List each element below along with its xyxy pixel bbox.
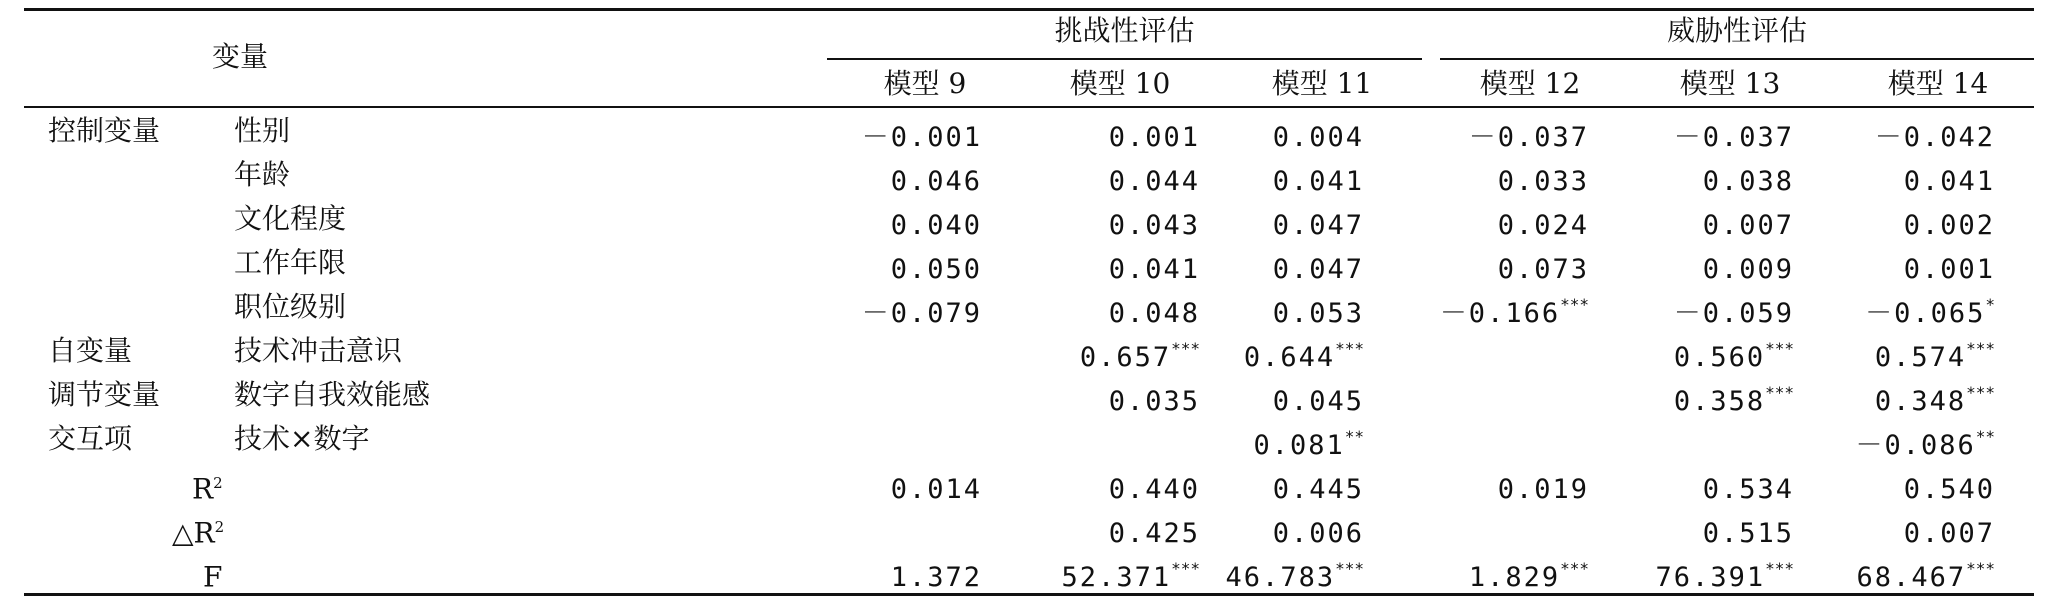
stat-label-text: R xyxy=(192,472,214,506)
cell-value: 0.348 xyxy=(1874,386,1967,417)
cell-value: 0.014 xyxy=(890,474,982,505)
significance-stars: *** xyxy=(1966,383,1995,402)
value-cell xyxy=(1124,246,1364,287)
value-cell xyxy=(1124,334,1364,375)
value-cell xyxy=(1349,290,1589,331)
row-variable: 数字自我效能感 xyxy=(234,378,431,411)
value-cell xyxy=(1124,158,1364,199)
significance-stars: *** xyxy=(1171,559,1200,578)
value-cell xyxy=(1755,378,1995,419)
value-cell xyxy=(1755,334,1995,375)
row-category: 控制变量 xyxy=(48,114,161,147)
cell-value: 0.560 xyxy=(1673,342,1766,373)
row-variable: 职位级别 xyxy=(234,290,347,323)
cell-value: 0.007 xyxy=(1903,518,1995,549)
cell-value: 0.001 xyxy=(1903,254,1995,285)
cell-value: －0.042 xyxy=(1874,122,1995,153)
value-cell xyxy=(1124,114,1364,155)
header-variable: 变量 xyxy=(211,40,268,73)
value-cell xyxy=(742,114,982,155)
significance-stars: *** xyxy=(1765,559,1794,578)
cell-value: 0.053 xyxy=(1272,298,1364,329)
value-cell xyxy=(1755,246,1995,287)
cell-value: 0.019 xyxy=(1497,474,1589,505)
cell-value: 0.041 xyxy=(1272,166,1364,197)
stat-label-superscript: 2 xyxy=(214,518,225,536)
cell-value: 0.440 xyxy=(1108,474,1200,505)
stat-label-text: F xyxy=(203,560,223,594)
cell-value: 0.004 xyxy=(1272,122,1364,153)
cell-value: 0.007 xyxy=(1702,210,1794,241)
cell-value: 0.043 xyxy=(1108,210,1200,241)
row-variable: 工作年限 xyxy=(234,246,347,279)
group-challenge-title: 挑战性评估 xyxy=(1054,14,1195,47)
value-cell xyxy=(1349,114,1589,155)
significance-stars: *** xyxy=(1335,339,1364,358)
cell-value: 0.038 xyxy=(1702,166,1794,197)
value-cell xyxy=(1349,554,1589,595)
cell-value: －0.037 xyxy=(1673,122,1794,153)
cell-value: 0.035 xyxy=(1108,386,1200,417)
cell-value: 0.445 xyxy=(1272,474,1364,505)
cell-value: 68.467 xyxy=(1856,562,1967,593)
row-variable: 性别 xyxy=(234,114,291,147)
cell-value: －0.001 xyxy=(861,122,982,153)
value-cell xyxy=(1124,378,1364,419)
cell-value: 0.006 xyxy=(1272,518,1364,549)
value-cell xyxy=(1755,290,1995,331)
cell-value: 0.002 xyxy=(1903,210,1995,241)
group-rule-challenge xyxy=(827,58,1422,60)
value-cell xyxy=(1124,510,1364,551)
value-cell xyxy=(742,466,982,507)
cell-value: 0.045 xyxy=(1272,386,1364,417)
cell-value: 0.033 xyxy=(1497,166,1589,197)
group-threat-title: 威胁性评估 xyxy=(1666,14,1807,47)
cell-value: 0.081 xyxy=(1253,430,1345,461)
value-cell xyxy=(742,290,982,331)
row-variable: 技术冲击意识 xyxy=(234,334,403,367)
top-rule xyxy=(24,8,2034,11)
stat-label xyxy=(192,466,223,506)
value-cell xyxy=(742,246,982,287)
row-category: 调节变量 xyxy=(48,378,161,411)
value-cell xyxy=(1124,466,1364,507)
row-variable: 文化程度 xyxy=(234,202,347,235)
value-cell xyxy=(1755,114,1995,155)
header-bottom-rule xyxy=(24,106,2034,108)
row-variable: 年龄 xyxy=(234,158,291,191)
value-cell xyxy=(742,202,982,243)
significance-stars: ** xyxy=(1975,427,1995,446)
model-header: 模型 11 xyxy=(1271,67,1373,100)
model-header: 模型 12 xyxy=(1479,67,1581,100)
cell-value: 0.047 xyxy=(1272,210,1364,241)
cell-value: 0.041 xyxy=(1903,166,1995,197)
value-cell xyxy=(1349,158,1589,199)
value-cell xyxy=(742,554,982,595)
value-cell xyxy=(742,158,982,199)
cell-value: 0.001 xyxy=(1108,122,1200,153)
cell-value: 1.372 xyxy=(890,562,982,593)
cell-value: 0.534 xyxy=(1702,474,1794,505)
cell-value: 0.046 xyxy=(890,166,982,197)
value-cell xyxy=(1124,290,1364,331)
row-category: 交互项 xyxy=(48,422,133,455)
row-category: 自变量 xyxy=(48,334,133,367)
cell-value: 0.009 xyxy=(1702,254,1794,285)
value-cell xyxy=(1349,466,1589,507)
significance-stars: *** xyxy=(1966,559,1995,578)
cell-value: 0.358 xyxy=(1673,386,1766,417)
cell-value: 76.391 xyxy=(1655,562,1766,593)
value-cell xyxy=(1755,158,1995,199)
significance-stars: *** xyxy=(1335,559,1364,578)
cell-value: －0.086 xyxy=(1855,430,1976,461)
cell-value: 0.073 xyxy=(1497,254,1589,285)
value-cell xyxy=(1124,422,1364,463)
cell-value: 0.425 xyxy=(1108,518,1200,549)
value-cell xyxy=(1124,202,1364,243)
value-cell xyxy=(1349,246,1589,287)
cell-value: 0.047 xyxy=(1272,254,1364,285)
cell-value: －0.079 xyxy=(861,298,982,329)
stat-label-text: △R xyxy=(172,516,215,550)
significance-stars: *** xyxy=(1171,339,1200,358)
significance-stars: *** xyxy=(1765,339,1794,358)
cell-value: 0.540 xyxy=(1903,474,1995,505)
cell-value: －0.166 xyxy=(1439,298,1561,329)
cell-value: －0.065 xyxy=(1865,298,1986,329)
significance-stars: ** xyxy=(1344,427,1364,446)
row-variable: 技术×数字 xyxy=(234,422,370,455)
cell-value: 52.371 xyxy=(1061,562,1172,593)
cell-value: －0.037 xyxy=(1468,122,1589,153)
model-header: 模型 10 xyxy=(1069,67,1171,100)
value-cell xyxy=(1755,202,1995,243)
value-cell xyxy=(1755,422,1995,463)
cell-value: 46.783 xyxy=(1225,562,1336,593)
value-cell xyxy=(1755,554,1995,595)
cell-value: 0.050 xyxy=(890,254,982,285)
value-cell xyxy=(1755,510,1995,551)
cell-value: 0.657 xyxy=(1079,342,1172,373)
cell-value: 0.515 xyxy=(1702,518,1794,549)
cell-value: 0.040 xyxy=(890,210,982,241)
significance-stars: *** xyxy=(1560,295,1589,314)
significance-stars: *** xyxy=(1765,383,1794,402)
value-cell xyxy=(1349,202,1589,243)
significance-stars: * xyxy=(1985,295,1995,314)
value-cell xyxy=(1124,554,1364,595)
stat-label xyxy=(203,554,222,594)
cell-value: 1.829 xyxy=(1468,562,1561,593)
significance-stars: *** xyxy=(1560,559,1589,578)
cell-value: 0.041 xyxy=(1108,254,1200,285)
model-header: 模型 13 xyxy=(1679,67,1781,100)
cell-value: 0.048 xyxy=(1108,298,1200,329)
cell-value: 0.644 xyxy=(1243,342,1336,373)
stat-label xyxy=(172,510,224,550)
cell-value: －0.059 xyxy=(1673,298,1794,329)
cell-value: 0.574 xyxy=(1874,342,1967,373)
value-cell xyxy=(1755,466,1995,507)
cell-value: 0.024 xyxy=(1497,210,1589,241)
stat-label-superscript: 2 xyxy=(213,474,223,492)
significance-stars: *** xyxy=(1966,339,1995,358)
model-header: 模型 9 xyxy=(883,67,967,100)
group-rule-threat xyxy=(1440,58,2034,60)
model-header: 模型 14 xyxy=(1887,67,1989,100)
cell-value: 0.044 xyxy=(1108,166,1200,197)
